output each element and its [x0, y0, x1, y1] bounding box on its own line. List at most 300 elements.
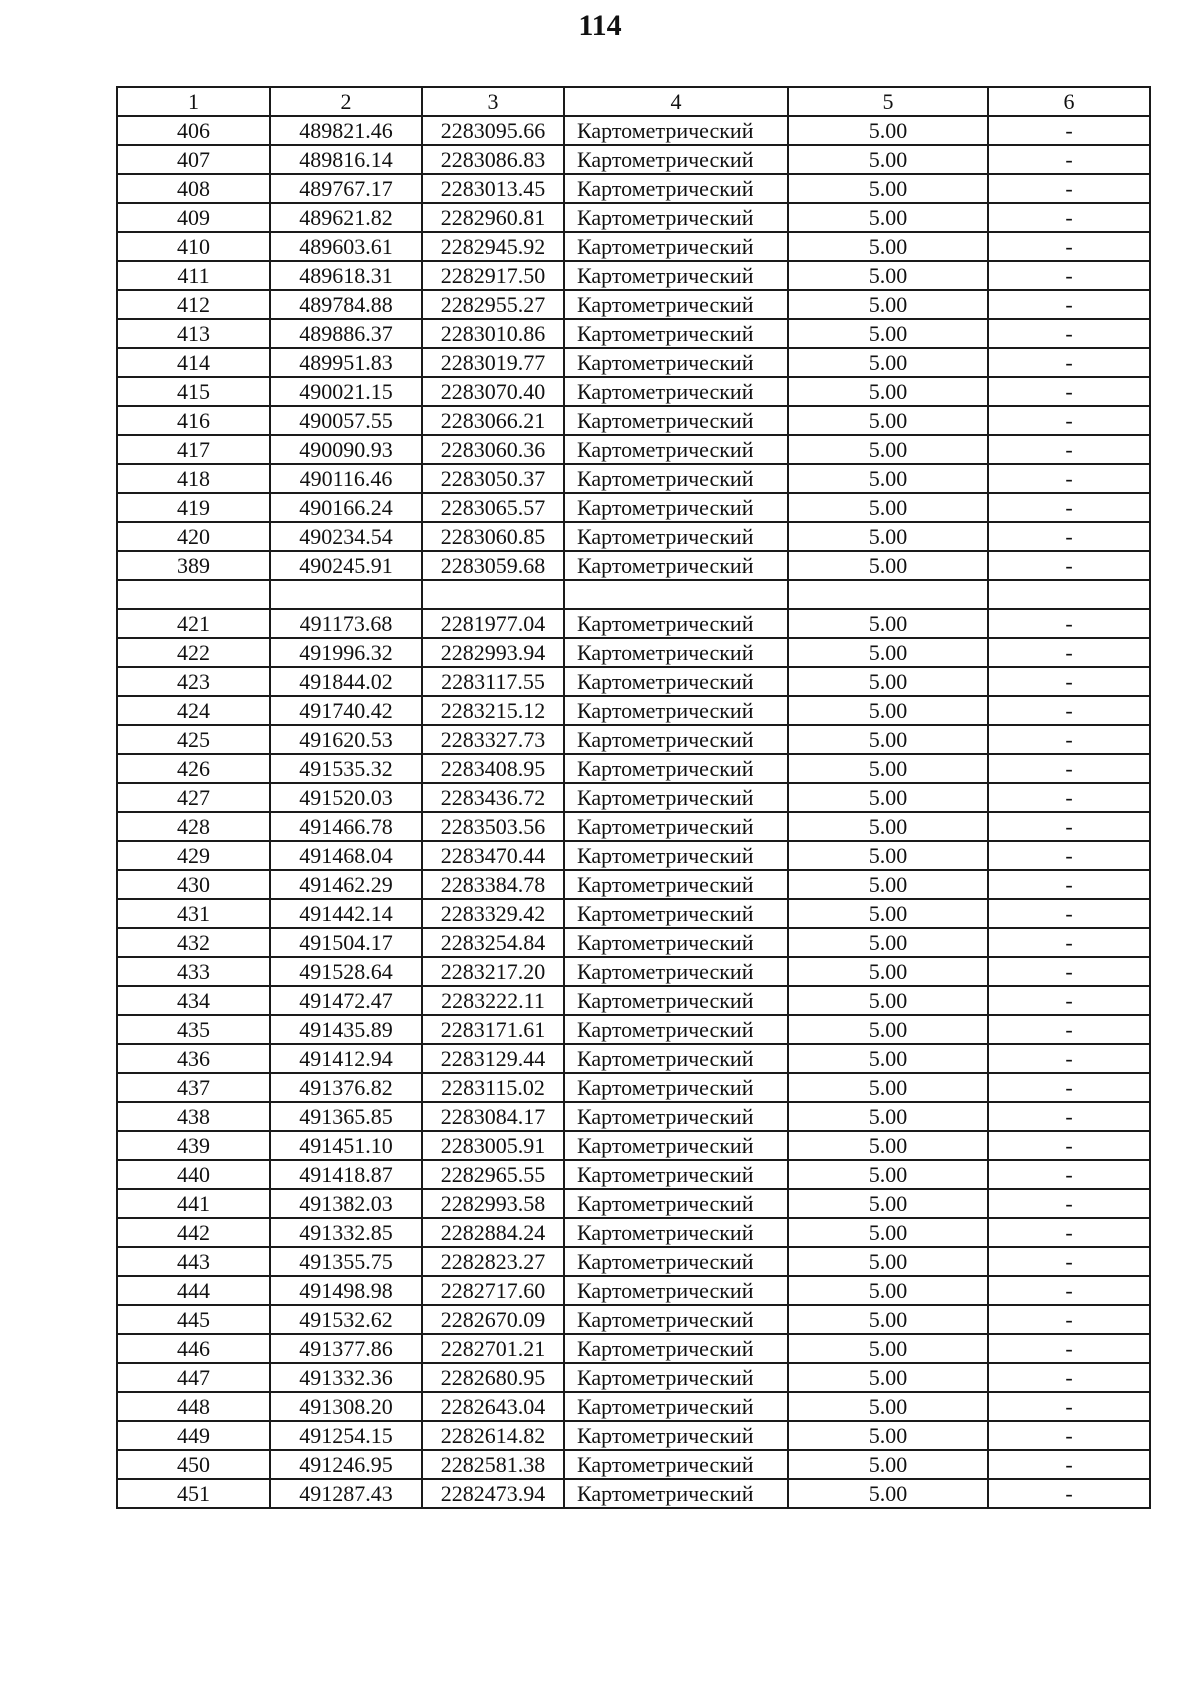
table-row — [117, 1015, 1150, 1044]
accuracy-cell: 5.00 — [788, 609, 988, 638]
y-coordinate-cell: 2283060.36 — [422, 435, 564, 464]
table-row — [117, 464, 1150, 493]
x-coordinate-cell: 491442.14 — [270, 899, 422, 928]
description-cell: - — [988, 145, 1150, 174]
point-number-cell: 434 — [117, 986, 270, 1015]
y-coordinate-cell: 2282680.95 — [422, 1363, 564, 1392]
description-cell: - — [988, 203, 1150, 232]
description-cell: - — [988, 493, 1150, 522]
x-coordinate-cell: 491468.04 — [270, 841, 422, 870]
table-row — [117, 609, 1150, 638]
table-row — [117, 348, 1150, 377]
x-coordinate-cell: 491504.17 — [270, 928, 422, 957]
point-number-cell: 448 — [117, 1392, 270, 1421]
y-coordinate-cell: 2282917.50 — [422, 261, 564, 290]
point-number-cell: 389 — [117, 551, 270, 580]
column-header: 4 — [564, 87, 788, 116]
table-row — [117, 319, 1150, 348]
y-coordinate-cell: 2282965.55 — [422, 1160, 564, 1189]
accuracy-cell: 5.00 — [788, 522, 988, 551]
description-cell: - — [988, 812, 1150, 841]
method-cell: Картометрический — [564, 551, 788, 580]
point-number-cell: 406 — [117, 116, 270, 145]
y-coordinate-cell: 2283060.85 — [422, 522, 564, 551]
method-cell: Картометрический — [564, 1160, 788, 1189]
y-coordinate-cell: 2281977.04 — [422, 609, 564, 638]
x-coordinate-cell: 491254.15 — [270, 1421, 422, 1450]
method-cell: Картометрический — [564, 841, 788, 870]
x-coordinate-cell: 491173.68 — [270, 609, 422, 638]
point-number-cell: 431 — [117, 899, 270, 928]
description-cell: - — [988, 1131, 1150, 1160]
y-coordinate-cell: 2282670.09 — [422, 1305, 564, 1334]
accuracy-cell: 5.00 — [788, 551, 988, 580]
point-number-cell: 416 — [117, 406, 270, 435]
table-row — [117, 1421, 1150, 1450]
x-coordinate-cell: 491355.75 — [270, 1247, 422, 1276]
accuracy-cell: 5.00 — [788, 957, 988, 986]
description-cell: - — [988, 638, 1150, 667]
y-coordinate-cell: 2283384.78 — [422, 870, 564, 899]
accuracy-cell: 5.00 — [788, 145, 988, 174]
table-row — [117, 1218, 1150, 1247]
table-row — [117, 783, 1150, 812]
accuracy-cell: 5.00 — [788, 1305, 988, 1334]
y-coordinate-cell: 2282945.92 — [422, 232, 564, 261]
accuracy-cell: 5.00 — [788, 812, 988, 841]
x-coordinate-cell: 489618.31 — [270, 261, 422, 290]
point-number-cell: 419 — [117, 493, 270, 522]
description-cell: - — [988, 725, 1150, 754]
point-number-cell: 430 — [117, 870, 270, 899]
y-coordinate-cell: 2283019.77 — [422, 348, 564, 377]
y-coordinate-cell: 2283470.44 — [422, 841, 564, 870]
method-cell: Картометрический — [564, 174, 788, 203]
accuracy-cell: 5.00 — [788, 435, 988, 464]
y-coordinate-cell: 2283013.45 — [422, 174, 564, 203]
accuracy-cell — [788, 580, 988, 609]
x-coordinate-cell: 491365.85 — [270, 1102, 422, 1131]
table-row — [117, 1160, 1150, 1189]
x-coordinate-cell: 491451.10 — [270, 1131, 422, 1160]
accuracy-cell: 5.00 — [788, 406, 988, 435]
y-coordinate-cell: 2283329.42 — [422, 899, 564, 928]
method-cell: Картометрический — [564, 1189, 788, 1218]
description-cell: - — [988, 261, 1150, 290]
page-number: 114 — [578, 9, 622, 42]
x-coordinate-cell: 489951.83 — [270, 348, 422, 377]
table-row — [117, 493, 1150, 522]
method-cell: Картометрический — [564, 783, 788, 812]
accuracy-cell: 5.00 — [788, 754, 988, 783]
point-number-cell: 415 — [117, 377, 270, 406]
description-cell: - — [988, 174, 1150, 203]
point-number-cell: 417 — [117, 435, 270, 464]
method-cell: Картометрический — [564, 145, 788, 174]
method-cell: Картометрический — [564, 754, 788, 783]
y-coordinate-cell: 2283436.72 — [422, 783, 564, 812]
table-row — [117, 377, 1150, 406]
table-header-row — [117, 87, 1150, 116]
accuracy-cell: 5.00 — [788, 986, 988, 1015]
method-cell: Картометрический — [564, 609, 788, 638]
point-number-cell: 412 — [117, 290, 270, 319]
x-coordinate-cell: 491332.85 — [270, 1218, 422, 1247]
y-coordinate-cell: 2282823.27 — [422, 1247, 564, 1276]
y-coordinate-cell: 2283117.55 — [422, 667, 564, 696]
point-number-cell: 411 — [117, 261, 270, 290]
method-cell: Картометрический — [564, 1276, 788, 1305]
column-header: 1 — [117, 87, 270, 116]
method-cell: Картометрический — [564, 1015, 788, 1044]
method-cell: Картометрический — [564, 667, 788, 696]
x-coordinate-cell: 489821.46 — [270, 116, 422, 145]
y-coordinate-cell: 2283115.02 — [422, 1073, 564, 1102]
accuracy-cell: 5.00 — [788, 928, 988, 957]
table-row — [117, 522, 1150, 551]
table-row — [117, 957, 1150, 986]
point-number-cell: 442 — [117, 1218, 270, 1247]
accuracy-cell: 5.00 — [788, 290, 988, 319]
accuracy-cell: 5.00 — [788, 116, 988, 145]
method-cell: Картометрический — [564, 1421, 788, 1450]
point-number-cell: 438 — [117, 1102, 270, 1131]
accuracy-cell: 5.00 — [788, 1218, 988, 1247]
point-number-cell: 444 — [117, 1276, 270, 1305]
table-row — [117, 1189, 1150, 1218]
x-coordinate-cell: 491332.36 — [270, 1363, 422, 1392]
accuracy-cell: 5.00 — [788, 1334, 988, 1363]
description-cell: - — [988, 899, 1150, 928]
method-cell: Картометрический — [564, 406, 788, 435]
point-number-cell: 429 — [117, 841, 270, 870]
x-coordinate-cell: 491996.32 — [270, 638, 422, 667]
point-number-cell: 439 — [117, 1131, 270, 1160]
table-row — [117, 1334, 1150, 1363]
method-cell: Картометрический — [564, 1363, 788, 1392]
accuracy-cell: 5.00 — [788, 1131, 988, 1160]
description-cell: - — [988, 609, 1150, 638]
table-row — [117, 174, 1150, 203]
point-number-cell: 451 — [117, 1479, 270, 1508]
point-number-cell — [117, 580, 270, 609]
point-number-cell: 433 — [117, 957, 270, 986]
accuracy-cell: 5.00 — [788, 377, 988, 406]
table-row — [117, 551, 1150, 580]
y-coordinate-cell: 2283059.68 — [422, 551, 564, 580]
x-coordinate-cell: 491412.94 — [270, 1044, 422, 1073]
x-coordinate-cell: 490057.55 — [270, 406, 422, 435]
x-coordinate-cell: 490234.54 — [270, 522, 422, 551]
point-number-cell: 418 — [117, 464, 270, 493]
accuracy-cell: 5.00 — [788, 174, 988, 203]
y-coordinate-cell: 2283010.86 — [422, 319, 564, 348]
table-row — [117, 928, 1150, 957]
table-row — [117, 1305, 1150, 1334]
table-row — [117, 725, 1150, 754]
method-cell: Картометрический — [564, 116, 788, 145]
x-coordinate-cell: 491528.64 — [270, 957, 422, 986]
description-cell: - — [988, 1334, 1150, 1363]
table-row — [117, 1131, 1150, 1160]
accuracy-cell: 5.00 — [788, 1247, 988, 1276]
point-number-cell: 422 — [117, 638, 270, 667]
column-header: 5 — [788, 87, 988, 116]
description-cell: - — [988, 1102, 1150, 1131]
x-coordinate-cell: 490166.24 — [270, 493, 422, 522]
accuracy-cell: 5.00 — [788, 899, 988, 928]
y-coordinate-cell: 2282581.38 — [422, 1450, 564, 1479]
x-coordinate-cell: 491377.86 — [270, 1334, 422, 1363]
point-number-cell: 424 — [117, 696, 270, 725]
x-coordinate-cell: 489603.61 — [270, 232, 422, 261]
method-cell: Картометрический — [564, 928, 788, 957]
x-coordinate-cell: 489816.14 — [270, 145, 422, 174]
accuracy-cell: 5.00 — [788, 232, 988, 261]
description-cell: - — [988, 1015, 1150, 1044]
description-cell: - — [988, 1450, 1150, 1479]
description-cell: - — [988, 667, 1150, 696]
table-row — [117, 1276, 1150, 1305]
table-row — [117, 580, 1150, 609]
method-cell: Картометрический — [564, 696, 788, 725]
description-cell: - — [988, 1363, 1150, 1392]
description-cell: - — [988, 1189, 1150, 1218]
y-coordinate-cell: 2282960.81 — [422, 203, 564, 232]
table-row — [117, 696, 1150, 725]
point-number-cell: 443 — [117, 1247, 270, 1276]
method-cell: Картометрический — [564, 957, 788, 986]
method-cell: Картометрический — [564, 1131, 788, 1160]
y-coordinate-cell: 2282955.27 — [422, 290, 564, 319]
y-coordinate-cell: 2283070.40 — [422, 377, 564, 406]
point-number-cell: 410 — [117, 232, 270, 261]
table-row — [117, 1247, 1150, 1276]
table-row — [117, 667, 1150, 696]
method-cell: Картометрический — [564, 261, 788, 290]
x-coordinate-cell: 491462.29 — [270, 870, 422, 899]
x-coordinate-cell: 491287.43 — [270, 1479, 422, 1508]
y-coordinate-cell: 2283065.57 — [422, 493, 564, 522]
table-row — [117, 203, 1150, 232]
method-cell: Картометрический — [564, 899, 788, 928]
x-coordinate-cell: 491472.47 — [270, 986, 422, 1015]
description-cell: - — [988, 696, 1150, 725]
method-cell: Картометрический — [564, 638, 788, 667]
y-coordinate-cell: 2283327.73 — [422, 725, 564, 754]
accuracy-cell: 5.00 — [788, 203, 988, 232]
point-number-cell: 428 — [117, 812, 270, 841]
x-coordinate-cell: 491382.03 — [270, 1189, 422, 1218]
method-cell: Картометрический — [564, 377, 788, 406]
x-coordinate-cell: 490090.93 — [270, 435, 422, 464]
description-cell: - — [988, 1247, 1150, 1276]
method-cell: Картометрический — [564, 348, 788, 377]
x-coordinate-cell: 490116.46 — [270, 464, 422, 493]
description-cell: - — [988, 348, 1150, 377]
accuracy-cell: 5.00 — [788, 1479, 988, 1508]
description-cell: - — [988, 841, 1150, 870]
x-coordinate-cell: 491535.32 — [270, 754, 422, 783]
table-row — [117, 232, 1150, 261]
accuracy-cell: 5.00 — [788, 1015, 988, 1044]
y-coordinate-cell: 2282993.58 — [422, 1189, 564, 1218]
point-number-cell: 441 — [117, 1189, 270, 1218]
description-cell: - — [988, 754, 1150, 783]
y-coordinate-cell: 2282614.82 — [422, 1421, 564, 1450]
description-cell: - — [988, 928, 1150, 957]
description-cell: - — [988, 1305, 1150, 1334]
table-row — [117, 638, 1150, 667]
y-coordinate-cell: 2283005.91 — [422, 1131, 564, 1160]
y-coordinate-cell: 2282993.94 — [422, 638, 564, 667]
point-number-cell: 420 — [117, 522, 270, 551]
accuracy-cell: 5.00 — [788, 1363, 988, 1392]
method-cell: Картометрический — [564, 464, 788, 493]
column-header: 6 — [988, 87, 1150, 116]
method-cell: Картометрический — [564, 1247, 788, 1276]
table-row — [117, 406, 1150, 435]
table-row — [117, 1363, 1150, 1392]
x-coordinate-cell: 491376.82 — [270, 1073, 422, 1102]
accuracy-cell: 5.00 — [788, 1392, 988, 1421]
accuracy-cell: 5.00 — [788, 1276, 988, 1305]
accuracy-cell: 5.00 — [788, 261, 988, 290]
point-number-cell: 446 — [117, 1334, 270, 1363]
method-cell: Картометрический — [564, 986, 788, 1015]
x-coordinate-cell: 489621.82 — [270, 203, 422, 232]
method-cell: Картометрический — [564, 493, 788, 522]
table-row — [117, 290, 1150, 319]
method-cell: Картометрический — [564, 232, 788, 261]
accuracy-cell: 5.00 — [788, 319, 988, 348]
method-cell: Картометрический — [564, 725, 788, 754]
x-coordinate-cell: 491418.87 — [270, 1160, 422, 1189]
method-cell: Картометрический — [564, 1305, 788, 1334]
point-number-cell: 408 — [117, 174, 270, 203]
method-cell: Картометрический — [564, 1102, 788, 1131]
description-cell: - — [988, 1392, 1150, 1421]
column-header: 3 — [422, 87, 564, 116]
y-coordinate-cell: 2282473.94 — [422, 1479, 564, 1508]
point-number-cell: 435 — [117, 1015, 270, 1044]
accuracy-cell: 5.00 — [788, 1044, 988, 1073]
point-number-cell: 447 — [117, 1363, 270, 1392]
x-coordinate-cell: 491246.95 — [270, 1450, 422, 1479]
description-cell: - — [988, 551, 1150, 580]
point-number-cell: 421 — [117, 609, 270, 638]
y-coordinate-cell: 2283222.11 — [422, 986, 564, 1015]
accuracy-cell: 5.00 — [788, 638, 988, 667]
point-number-cell: 427 — [117, 783, 270, 812]
x-coordinate-cell: 489767.17 — [270, 174, 422, 203]
point-number-cell: 449 — [117, 1421, 270, 1450]
point-number-cell: 409 — [117, 203, 270, 232]
point-number-cell: 450 — [117, 1450, 270, 1479]
description-cell: - — [988, 783, 1150, 812]
accuracy-cell: 5.00 — [788, 464, 988, 493]
description-cell: - — [988, 1044, 1150, 1073]
description-cell: - — [988, 406, 1150, 435]
description-cell: - — [988, 1276, 1150, 1305]
description-cell: - — [988, 290, 1150, 319]
coordinates-table — [116, 86, 1151, 1509]
accuracy-cell: 5.00 — [788, 1073, 988, 1102]
y-coordinate-cell: 2283050.37 — [422, 464, 564, 493]
x-coordinate-cell: 491435.89 — [270, 1015, 422, 1044]
description-cell: - — [988, 116, 1150, 145]
point-number-cell: 437 — [117, 1073, 270, 1102]
method-cell: Картометрический — [564, 1479, 788, 1508]
description-cell: - — [988, 319, 1150, 348]
y-coordinate-cell: 2283215.12 — [422, 696, 564, 725]
y-coordinate-cell: 2283084.17 — [422, 1102, 564, 1131]
y-coordinate-cell: 2283129.44 — [422, 1044, 564, 1073]
table-row — [117, 841, 1150, 870]
x-coordinate-cell: 491844.02 — [270, 667, 422, 696]
table-row — [117, 261, 1150, 290]
point-number-cell: 413 — [117, 319, 270, 348]
y-coordinate-cell: 2282884.24 — [422, 1218, 564, 1247]
method-cell: Картометрический — [564, 1044, 788, 1073]
method-cell: Картометрический — [564, 1334, 788, 1363]
point-number-cell: 407 — [117, 145, 270, 174]
y-coordinate-cell: 2283217.20 — [422, 957, 564, 986]
description-cell: - — [988, 1421, 1150, 1450]
x-coordinate-cell: 491308.20 — [270, 1392, 422, 1421]
method-cell: Картометрический — [564, 522, 788, 551]
table-row — [117, 754, 1150, 783]
y-coordinate-cell: 2282717.60 — [422, 1276, 564, 1305]
method-cell: Картометрический — [564, 1073, 788, 1102]
point-number-cell: 426 — [117, 754, 270, 783]
x-coordinate-cell: 491740.42 — [270, 696, 422, 725]
accuracy-cell: 5.00 — [788, 667, 988, 696]
point-number-cell: 414 — [117, 348, 270, 377]
method-cell: Картометрический — [564, 812, 788, 841]
accuracy-cell: 5.00 — [788, 870, 988, 899]
description-cell: - — [988, 377, 1150, 406]
table-row — [117, 1450, 1150, 1479]
x-coordinate-cell: 491520.03 — [270, 783, 422, 812]
accuracy-cell: 5.00 — [788, 1160, 988, 1189]
y-coordinate-cell — [422, 580, 564, 609]
x-coordinate-cell: 491466.78 — [270, 812, 422, 841]
table-row — [117, 116, 1150, 145]
method-cell — [564, 580, 788, 609]
description-cell: - — [988, 1160, 1150, 1189]
description-cell: - — [988, 986, 1150, 1015]
point-number-cell: 425 — [117, 725, 270, 754]
accuracy-cell: 5.00 — [788, 841, 988, 870]
description-cell — [988, 580, 1150, 609]
point-number-cell: 432 — [117, 928, 270, 957]
accuracy-cell: 5.00 — [788, 783, 988, 812]
table-row — [117, 986, 1150, 1015]
table-row — [117, 435, 1150, 464]
table-row — [117, 1102, 1150, 1131]
x-coordinate-cell: 489784.88 — [270, 290, 422, 319]
accuracy-cell: 5.00 — [788, 1189, 988, 1218]
y-coordinate-cell: 2283171.61 — [422, 1015, 564, 1044]
x-coordinate-cell: 490021.15 — [270, 377, 422, 406]
x-coordinate-cell: 491620.53 — [270, 725, 422, 754]
description-cell: - — [988, 435, 1150, 464]
description-cell: - — [988, 1479, 1150, 1508]
accuracy-cell: 5.00 — [788, 348, 988, 377]
accuracy-cell: 5.00 — [788, 1450, 988, 1479]
point-number-cell: 436 — [117, 1044, 270, 1073]
